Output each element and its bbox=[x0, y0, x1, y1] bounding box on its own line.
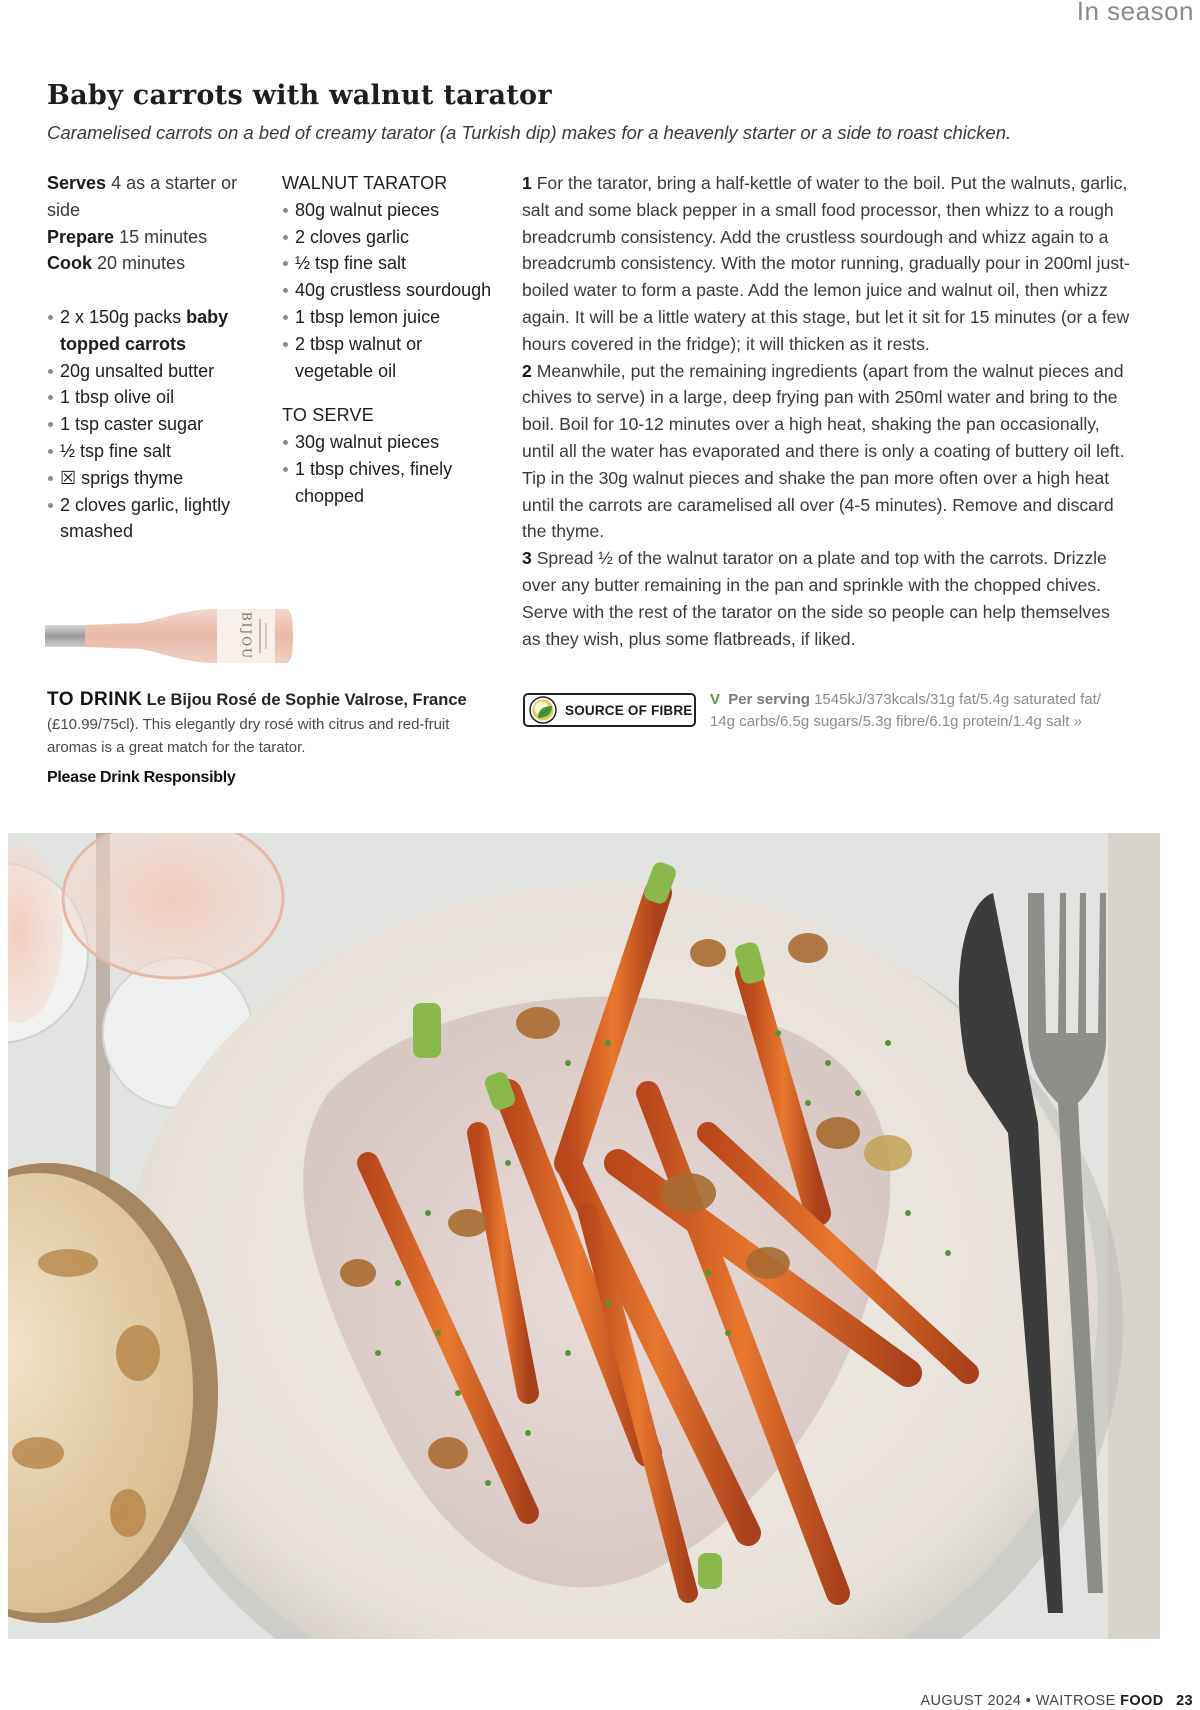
ingredient-item: ☒ sprigs thyme bbox=[47, 465, 262, 492]
ingredient-item: 80g walnut pieces bbox=[282, 197, 497, 224]
ingredient-highlight: baby topped carrots bbox=[60, 307, 229, 354]
serves-value: 4 as a starter or side bbox=[47, 173, 238, 220]
magazine-name-bold: FOOD bbox=[1120, 1693, 1164, 1709]
vegetarian-mark: V bbox=[710, 691, 721, 708]
prepare-value: 15 minutes bbox=[119, 226, 208, 247]
step-number: 2 bbox=[522, 360, 532, 381]
food-photo-illustration bbox=[8, 833, 1160, 1639]
ingredient-item: 30g walnut pieces bbox=[282, 429, 497, 456]
recipe-photo bbox=[8, 833, 1160, 1639]
magazine-name: WAITROSE bbox=[1035, 1693, 1116, 1709]
cook-label: Cook bbox=[47, 253, 92, 274]
prepare-info bbox=[47, 224, 257, 251]
ingredient-item: ½ tsp fine salt bbox=[47, 438, 262, 465]
ingredient-item: 1 tbsp lemon juice bbox=[282, 304, 497, 331]
ingredient-item: 1 tbsp chives, finely chopped bbox=[282, 456, 497, 510]
source-of-fibre-badge bbox=[523, 693, 696, 727]
serves-info bbox=[47, 170, 257, 224]
ingredient-item: 2 x 150g packs baby topped carrots bbox=[47, 304, 262, 358]
ingredient-item: 1 tbsp olive oil bbox=[47, 384, 262, 411]
wine-name: Le Bijou Rosé de Sophie Valrose, France bbox=[146, 691, 467, 709]
ingredient-item: ½ tsp fine salt bbox=[282, 250, 497, 277]
ingredients-secondary bbox=[282, 170, 497, 510]
step-number: 1 bbox=[522, 173, 532, 193]
method-step: 3 Spread ½ of the walnut tarator on a plate and top with the carrots. Drizzle over any butter remaining in the pan and sprinkle with the chopped chives. Serve with the rest of the tarator on the side so people can help themselves as they wish, plus some flatbreads, if liked. bbox=[522, 548, 1110, 649]
drink-responsibly-note: Please Drink Responsibly bbox=[47, 768, 236, 786]
nutrition-values: 1545kJ/373kcals/31g fat/5.4g saturated fat/ 14g carbs/6.5g sugars/5.3g fibre/6.1g protein/1.4g salt » bbox=[710, 691, 1101, 730]
ingredient-item: 2 cloves garlic bbox=[282, 224, 497, 251]
nutrition-info bbox=[710, 689, 1130, 733]
to-serve-list bbox=[282, 429, 497, 509]
ingredient-item: 20g unsalted butter bbox=[47, 358, 262, 385]
page-number: 23 bbox=[1176, 1693, 1193, 1709]
recipe-title: Baby carrots with walnut tarator bbox=[47, 80, 552, 111]
wine-description: This elegantly dry rosé with citrus and red-fruit aromas is a great match for the tarator. bbox=[47, 715, 450, 756]
badge-label: SOURCE OF FIBRE bbox=[565, 702, 693, 718]
method bbox=[522, 170, 1132, 652]
step-number: 3 bbox=[522, 548, 532, 569]
ingredients-main-list bbox=[47, 304, 262, 545]
walnut-tarator-heading: WALNUT TARATOR bbox=[282, 173, 448, 193]
ingredient-item: 1 tsp caster sugar bbox=[47, 411, 262, 438]
recipe-meta bbox=[47, 170, 257, 277]
walnut-tarator-list bbox=[282, 197, 497, 385]
prepare-label: Prepare bbox=[47, 226, 115, 247]
to-serve-heading: TO SERVE bbox=[282, 405, 374, 426]
wine-bottle-image bbox=[45, 605, 315, 667]
issue-date: AUGUST 2024 bbox=[920, 1693, 1022, 1709]
serves-label: Serves bbox=[47, 173, 107, 193]
cook-info bbox=[47, 250, 257, 277]
section-label: In season bbox=[1076, 0, 1194, 26]
per-serving-label: Per serving bbox=[728, 691, 810, 708]
to-drink-label: TO DRINK bbox=[47, 689, 143, 710]
drink-pairing bbox=[47, 688, 467, 789]
footer-separator: • bbox=[1025, 1693, 1032, 1709]
recipe-standfirst: Caramelised carrots on a bed of creamy tarator (a Turkish dip) makes for a heavenly starter or a side to roast chicken. bbox=[47, 122, 1012, 143]
wine-price: (£10.99/75cl). bbox=[47, 715, 139, 733]
ingredient-item: 40g crustless sourdough bbox=[282, 277, 497, 304]
cook-value: 20 minutes bbox=[97, 253, 186, 274]
ingredient-item: 2 tbsp walnut or vegetable oil bbox=[282, 331, 497, 385]
leaf-circle-icon bbox=[529, 696, 557, 724]
ingredient-item: 2 cloves garlic, lightly smashed bbox=[47, 492, 262, 546]
page-footer bbox=[920, 1693, 1193, 1709]
method-step: 1 For the tarator, bring a half-kettle of water to the boil. Put the walnuts, garlic, salt and some black pepper in a small food processor, then whizz to a rough breadcrumb consistency. Add the crustless sourdough and whizz again to a breadcrumb consistency. With the motor running, gradually pour in 200ml just-boiled water to form a paste. Add the lemon juice and walnut oil, then whizz again. It will be a little watery at this stage, but let it sit for 15 minutes (or a few hours covered in the fridge); it will thicken as it rests. bbox=[522, 173, 1130, 354]
method-step: 2 Meanwhile, put the remaining ingredients (apart from the walnut pieces and chives to serve) in a large, deep frying pan with 250ml water and bring to the boil. Boil for 10-12 minutes over a high heat, shaking the pan occasionally, until all the water has evaporated and there is only a coating of buttery oil left. Tip in the 30g walnut pieces and shake the pan more often over a high heat until the carrots are caramelised all over (4-5 minutes). Remove and discard the thyme. bbox=[522, 360, 1125, 542]
bottle-label: BIJOU bbox=[239, 611, 254, 661]
